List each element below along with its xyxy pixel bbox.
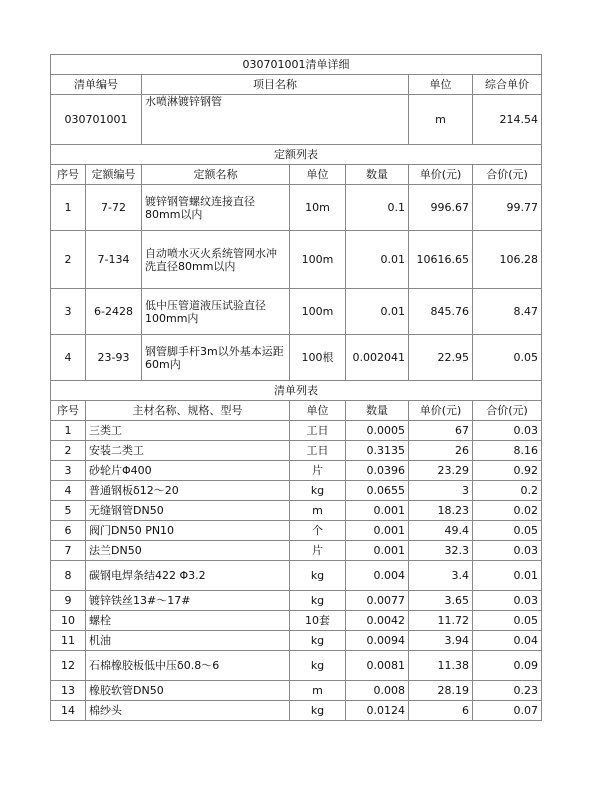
quota-qty: 0.01 <box>346 231 409 289</box>
material-qty: 0.0396 <box>346 461 409 481</box>
material-total: 0.07 <box>473 701 542 721</box>
material-row <box>51 461 542 481</box>
material-row <box>51 681 542 701</box>
item-name: 水喷淋镀锌钢管 <box>142 95 409 145</box>
material-qty: 0.001 <box>346 541 409 561</box>
sheet-title: 030701001清单详细 <box>51 55 542 75</box>
material-name-header: 主材名称、规格、型号 <box>86 401 290 421</box>
material-qty: 0.001 <box>346 501 409 521</box>
material-name: 无缝钢管DN50 <box>86 501 290 521</box>
material-qty: 0.0655 <box>346 481 409 501</box>
material-seq-header: 序号 <box>51 401 86 421</box>
quota-seq: 1 <box>51 185 86 231</box>
quota-total-header: 合价(元) <box>473 165 542 185</box>
quota-seq: 2 <box>51 231 86 289</box>
material-name: 碳钢电焊条结422 Φ3.2 <box>86 561 290 591</box>
quota-seq: 3 <box>51 289 86 335</box>
material-qty: 0.0081 <box>346 651 409 681</box>
quota-section-title: 定额列表 <box>51 145 542 165</box>
material-unit-price: 26 <box>409 441 473 461</box>
material-name: 机油 <box>86 631 290 651</box>
quota-name: 低中压管道液压试验直径100mm内 <box>142 289 290 335</box>
material-row <box>51 651 542 681</box>
material-total: 0.03 <box>473 421 542 441</box>
quota-code: 23-93 <box>86 335 142 381</box>
material-qty-header: 数量 <box>346 401 409 421</box>
material-name: 法兰DN50 <box>86 541 290 561</box>
material-unit: kg <box>290 561 346 591</box>
material-name: 橡胶软管DN50 <box>86 681 290 701</box>
material-row <box>51 541 542 561</box>
material-row <box>51 501 542 521</box>
material-unit: 片 <box>290 541 346 561</box>
quota-qty: 0.01 <box>346 289 409 335</box>
quota-seq: 4 <box>51 335 86 381</box>
material-total: 8.16 <box>473 441 542 461</box>
material-unit: kg <box>290 651 346 681</box>
material-unit: kg <box>290 481 346 501</box>
material-total: 0.92 <box>473 461 542 481</box>
material-unit: 片 <box>290 461 346 481</box>
quota-code: 7-134 <box>86 231 142 289</box>
material-seq: 5 <box>51 501 86 521</box>
quota-unit-price: 10616.65 <box>409 231 473 289</box>
material-total: 0.09 <box>473 651 542 681</box>
material-row <box>51 591 542 611</box>
quota-row <box>51 185 542 231</box>
material-name: 阀门DN50 PN10 <box>86 521 290 541</box>
material-total: 0.04 <box>473 631 542 651</box>
quota-code: 6-2428 <box>86 289 142 335</box>
quota-total: 99.77 <box>473 185 542 231</box>
material-qty: 0.008 <box>346 681 409 701</box>
material-name: 镀锌铁丝13#～17# <box>86 591 290 611</box>
quota-code-header: 定额编号 <box>86 165 142 185</box>
material-qty: 0.0077 <box>346 591 409 611</box>
detail-table <box>50 54 542 721</box>
quota-unit-header: 单位 <box>290 165 346 185</box>
material-seq: 2 <box>51 441 86 461</box>
quota-qty: 0.002041 <box>346 335 409 381</box>
material-total: 0.03 <box>473 541 542 561</box>
material-qty: 0.3135 <box>346 441 409 461</box>
material-unit: m <box>290 501 346 521</box>
material-unit-price: 3 <box>409 481 473 501</box>
material-total: 0.03 <box>473 591 542 611</box>
quota-unit: 10m <box>290 185 346 231</box>
material-total-header: 合价(元) <box>473 401 542 421</box>
material-unit: m <box>290 681 346 701</box>
material-seq: 11 <box>51 631 86 651</box>
material-unit: kg <box>290 631 346 651</box>
material-seq: 4 <box>51 481 86 501</box>
material-seq: 14 <box>51 701 86 721</box>
material-seq: 7 <box>51 541 86 561</box>
material-unit-price: 3.65 <box>409 591 473 611</box>
material-total: 0.05 <box>473 611 542 631</box>
quota-row <box>51 231 542 289</box>
material-total: 0.02 <box>473 501 542 521</box>
material-unit-price: 3.4 <box>409 561 473 591</box>
material-qty: 0.0094 <box>346 631 409 651</box>
material-seq: 12 <box>51 651 86 681</box>
material-row <box>51 481 542 501</box>
material-seq: 6 <box>51 521 86 541</box>
material-unit: 10套 <box>290 611 346 631</box>
material-qty: 0.001 <box>346 521 409 541</box>
material-seq: 3 <box>51 461 86 481</box>
quota-total: 8.47 <box>473 289 542 335</box>
material-unit-price: 11.38 <box>409 651 473 681</box>
material-name: 普通钢板δ12～20 <box>86 481 290 501</box>
quota-name: 镀锌钢管螺纹连接直径80mm以内 <box>142 185 290 231</box>
quota-unit: 100m <box>290 289 346 335</box>
material-unit-price: 28.19 <box>409 681 473 701</box>
quota-unit-price-header: 单价(元) <box>409 165 473 185</box>
material-total: 0.2 <box>473 481 542 501</box>
material-seq: 1 <box>51 421 86 441</box>
quota-total: 0.05 <box>473 335 542 381</box>
material-unit-header: 单位 <box>290 401 346 421</box>
quota-name: 钢管脚手杆3m以外基本运距60m内 <box>142 335 290 381</box>
material-total: 0.23 <box>473 681 542 701</box>
material-name: 石棉橡胶板低中压δ0.8～6 <box>86 651 290 681</box>
material-unit: 工日 <box>290 421 346 441</box>
material-unit-price: 23.29 <box>409 461 473 481</box>
item-price: 214.54 <box>473 95 542 145</box>
material-row <box>51 701 542 721</box>
material-qty: 0.0042 <box>346 611 409 631</box>
material-row <box>51 421 542 441</box>
material-unit-price: 18.23 <box>409 501 473 521</box>
quota-row <box>51 335 542 381</box>
material-seq: 10 <box>51 611 86 631</box>
quota-qty-header: 数量 <box>346 165 409 185</box>
material-name: 棉纱头 <box>86 701 290 721</box>
quota-name: 自动喷水灭火系统管网水冲洗直径80mm以内 <box>142 231 290 289</box>
item-code-header: 清单编号 <box>51 75 142 95</box>
material-unit-price: 3.94 <box>409 631 473 651</box>
material-unit-price: 32.3 <box>409 541 473 561</box>
material-unit-price: 49.4 <box>409 521 473 541</box>
material-unit: kg <box>290 591 346 611</box>
item-unit-header: 单位 <box>409 75 473 95</box>
quota-name-header: 定额名称 <box>142 165 290 185</box>
material-name: 砂轮片Φ400 <box>86 461 290 481</box>
item-name-header: 项目名称 <box>142 75 409 95</box>
material-qty: 0.0005 <box>346 421 409 441</box>
quota-code: 7-72 <box>86 185 142 231</box>
quota-unit-price: 22.95 <box>409 335 473 381</box>
material-row <box>51 561 542 591</box>
quota-seq-header: 序号 <box>51 165 86 185</box>
material-seq: 8 <box>51 561 86 591</box>
quota-row <box>51 289 542 335</box>
material-row <box>51 631 542 651</box>
material-unit: kg <box>290 701 346 721</box>
material-section-title: 清单列表 <box>51 381 542 401</box>
material-total: 0.05 <box>473 521 542 541</box>
quota-qty: 0.1 <box>346 185 409 231</box>
material-qty: 0.004 <box>346 561 409 591</box>
material-row <box>51 441 542 461</box>
material-name: 螺栓 <box>86 611 290 631</box>
material-unit-price: 6 <box>409 701 473 721</box>
quota-unit: 100根 <box>290 335 346 381</box>
material-qty: 0.0124 <box>346 701 409 721</box>
material-seq: 9 <box>51 591 86 611</box>
material-unit-price: 11.72 <box>409 611 473 631</box>
material-unit-price-header: 单价(元) <box>409 401 473 421</box>
material-row <box>51 521 542 541</box>
quota-unit-price: 996.67 <box>409 185 473 231</box>
item-price-header: 综合单价 <box>473 75 542 95</box>
material-unit: 个 <box>290 521 346 541</box>
material-seq: 13 <box>51 681 86 701</box>
material-total: 0.01 <box>473 561 542 591</box>
item-unit: m <box>409 95 473 145</box>
material-name: 安装二类工 <box>86 441 290 461</box>
item-code: 030701001 <box>51 95 142 145</box>
material-unit-price: 67 <box>409 421 473 441</box>
quota-total: 106.28 <box>473 231 542 289</box>
quota-unit-price: 845.76 <box>409 289 473 335</box>
material-unit: 工日 <box>290 441 346 461</box>
material-row <box>51 611 542 631</box>
material-name: 三类工 <box>86 421 290 441</box>
quota-unit: 100m <box>290 231 346 289</box>
